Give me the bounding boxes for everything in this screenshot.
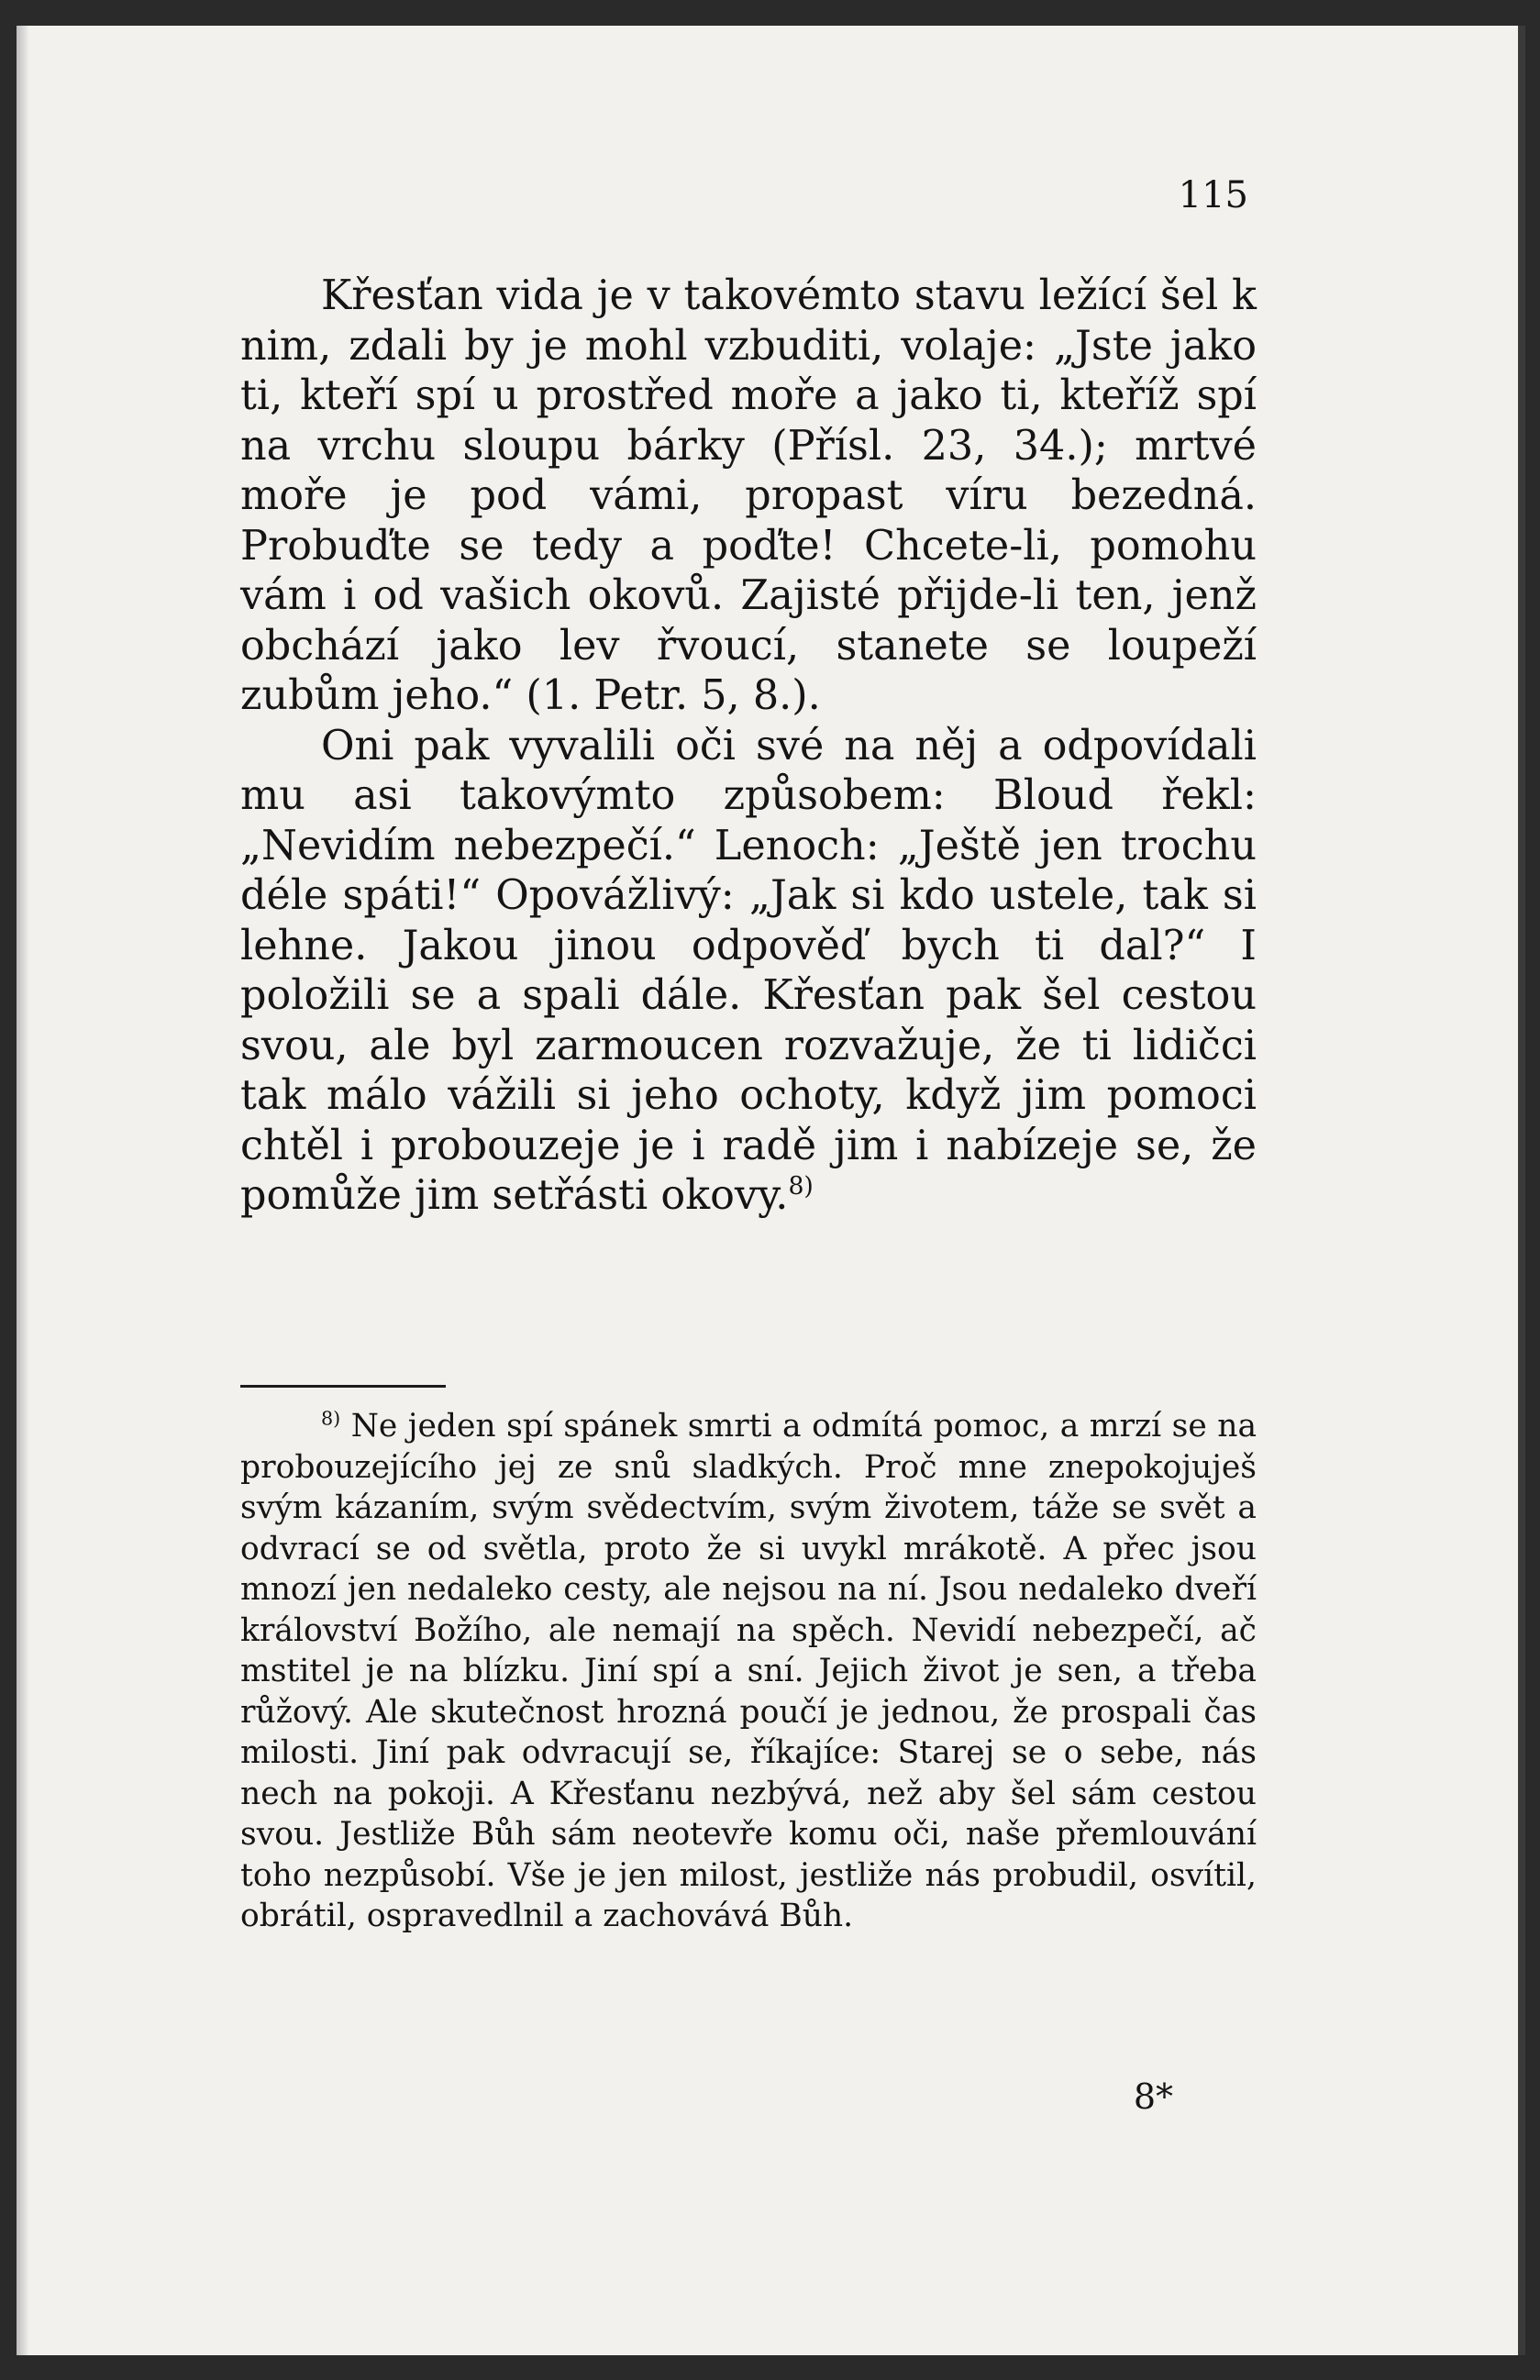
footnote-divider: [240, 1385, 446, 1388]
main-text: [240, 271, 1257, 1222]
page-number: 115: [1178, 174, 1248, 216]
footnote-marker: 8): [321, 1407, 341, 1430]
footnote-reference: 8): [788, 1172, 814, 1201]
footnote-paragraph: [240, 1406, 1257, 1937]
page-edge: [1518, 26, 1525, 2355]
body-paragraph-2: [240, 722, 1257, 1222]
body-paragraph-2-text: Oni pak vyvalili oči své na něj a odpovídali mu asi takovýmto způsobem: Bloud řekl: „Nevidím nebezpečí.“ Lenoch: „Ještě jen trochu déle spáti!“ Opovážlivý: „Jak si kdo ustele, tak si lehne. Jakou jinou odpověď bych ti dal?“ I položili se a spali dále. Křesťan pak šel cestou svou, ale byl zarmoucen rozvažuje, že ti lidičci tak málo vážili si jeho ochoty, když jim pomoci chtěl i probouzeje je i radě jim i nabízeje se, že pomůže jim setřásti okovy.: [240, 722, 1257, 1219]
body-paragraph-1: Křesťan vida je v takovémto stavu ležící šel k nim, zdali by je mohl vzbuditi, volaje: „Jste jako ti, kteří spí u prostřed moře a jako ti, kteříž spí na vrchu sloupu bárky (Přísl. 23, 34.); mrtvé moře je pod vámi, propast víru bezedná. Probuďte se tedy a poďte! Chcete-li, pomohu vám i od vašich okovů. Zajisté přijde-li ten, jenž obchází jako lev řvoucí, stanete se loupeží zubům jeho.“ (1. Petr. 5, 8.).: [240, 272, 1257, 719]
signature-mark: 8*: [1133, 2076, 1173, 2117]
footnote-text: Ne jeden spí spánek smrti a odmítá pomoc, a mrzí se na probouzejícího jej ze snů sladkých. Proč mne znepokojuješ svým kázaním, svým svědectvím, svým životem, táže se svět a odvrací se od světla, proto že si uvykl mrákotě. A přec jsou mnozí jen nedaleko cesty, ale nejsou na ní. Jsou nedaleko dveří království Božího, ale nemají na spěch. Nevidí nebezpečí, ač mstitel je na blízku. Jiní spí a sní. Jejich život je sen, a třeba růžový. Ale skutečnost hrozná poučí je jednou, že prospali čas milosti. Jiní pak odvracují se, říkajíce: Starej se o sebe, nás nech na pokoji. A Křesťanu nezbývá, než aby šel sám cestou svou. Jestliže Bůh sám neotevře komu oči, naše přemlouvání toho nezpůsobí. Vše je jen milost, jestliže nás probudil, osvítil, obrátil, ospravedlnil a zachovává Bůh.: [240, 1408, 1257, 1934]
footnote: [240, 1406, 1257, 1937]
spine-shadow: [17, 26, 29, 2355]
book-page: [17, 26, 1525, 2355]
